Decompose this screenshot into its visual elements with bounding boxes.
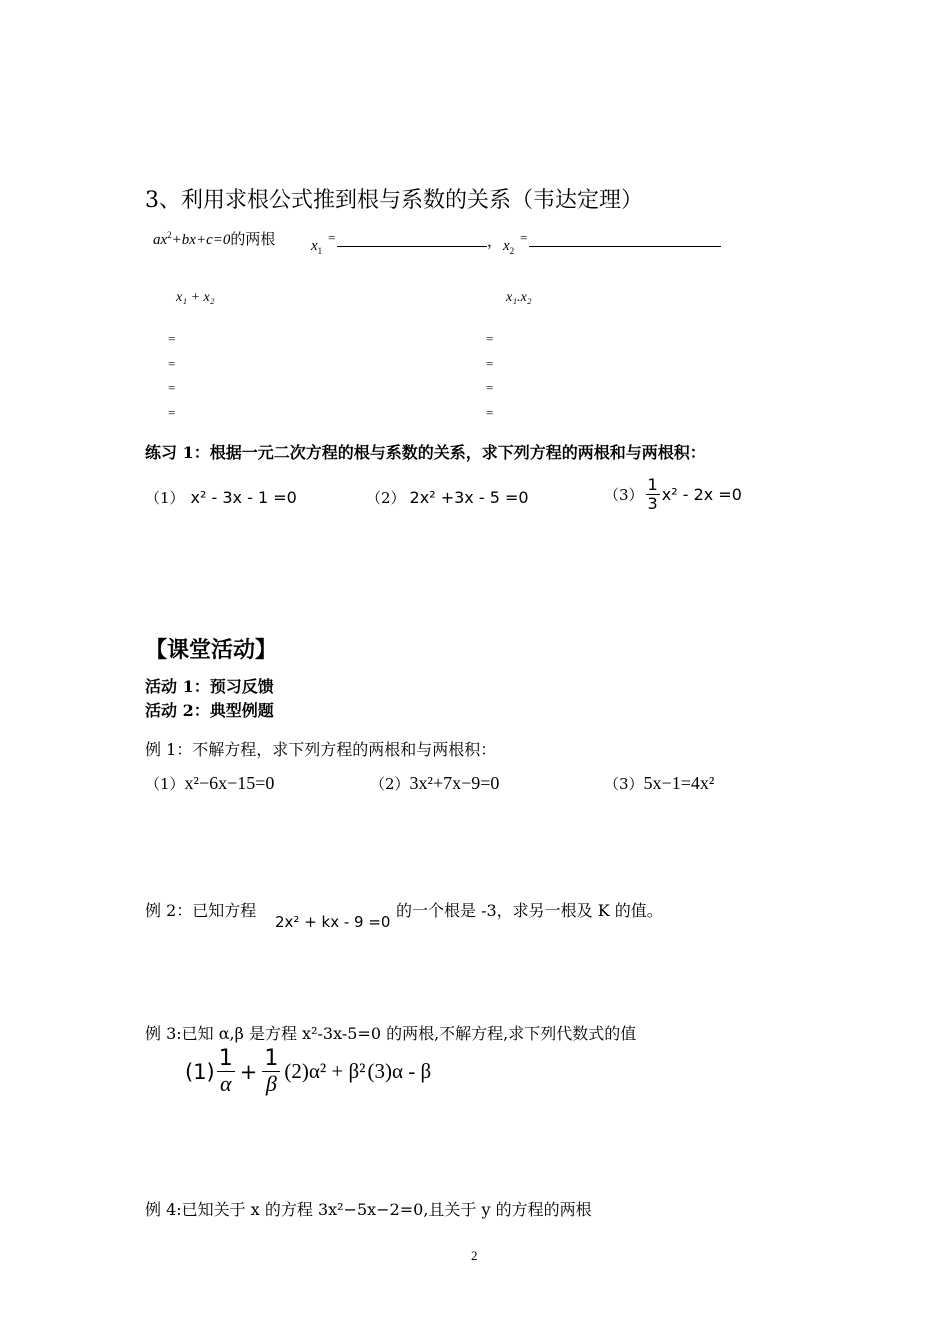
example-1-item-3: （3）5x−1=4x² xyxy=(604,773,715,793)
sum-derivation-steps: = = = = xyxy=(168,331,176,420)
example-1-item-1: （1）x²−6x−15=0 xyxy=(145,773,275,793)
exercise-1-item-1: （1） x² - 3x - 1 =0 xyxy=(145,488,297,507)
roots-definition-line: $ax^2+bx+c=0$的两根 xyxy=(153,230,276,248)
comma: ， xyxy=(487,232,503,250)
sum-of-roots-label: x₁ + x₂ xyxy=(176,290,215,305)
page-number: 2 xyxy=(471,1248,478,1263)
example-3-title: 例 3:已知 α,β 是方程 x²-3x-5=0 的两根,不解方程,求下列代数式的值 xyxy=(145,1024,637,1043)
section-heading: 3、利用求根公式推到根与系数的关系（韦达定理） xyxy=(145,188,643,213)
example-2-suffix: 的一个根是 -3，求另一根及 K 的值。 xyxy=(396,901,663,920)
fraction-one-third: $\frac{1}{3}$ xyxy=(647,475,658,513)
exercise-1-title: 练习 1：根据一元二次方程的根与系数的关系，求下列方程的两根和与两根积： xyxy=(145,443,706,462)
activity-2-label: 活动 2：典型例题 xyxy=(145,701,274,720)
activity-1-label: 活动 1：预习反馈 xyxy=(145,677,274,696)
x1-answer-blank[interactable] xyxy=(337,232,487,247)
example-1-title: 例 1：不解方程，求下列方程的两根和与两根积： xyxy=(145,740,497,759)
exercise-1-item-3: （3） $\frac{1}{3}$ x² - 2x =0 xyxy=(604,475,742,513)
classroom-activity-heading: 【课堂活动】 xyxy=(145,637,278,663)
example-2-prefix: 例 2：已知方程 xyxy=(145,901,257,920)
example-2-equation: 2x² + kx - 9 =0 xyxy=(275,913,391,931)
x2-equals: = xyxy=(520,230,528,245)
x2-answer-blank[interactable] xyxy=(529,232,721,247)
x2-symbol: $x_2$ xyxy=(503,238,515,256)
example-1-item-2: （2）3x²+7x−9=0 xyxy=(370,773,500,793)
example-3-expressions: (1) $\frac{1}{\alpha}$ + $\frac{1}{\beta}$ (2)α² + β² (3)α - β xyxy=(185,1046,432,1097)
x1-equals: = xyxy=(328,230,336,245)
product-of-roots-label: x₁.x₂ xyxy=(506,290,532,305)
example-4-title: 例 4:已知关于 x 的方程 3x²−5x−2=0,且关于 y 的方程的两根 xyxy=(145,1200,592,1219)
x1-symbol: $x_1$ xyxy=(311,238,323,256)
exercise-1-item-2: （2） 2x² +3x - 5 =0 xyxy=(366,488,529,507)
fraction-one-over-beta: $\frac{1}{\beta}$ xyxy=(264,1046,279,1097)
fraction-one-over-alpha: $\frac{1}{\alpha}$ xyxy=(218,1046,233,1097)
product-derivation-steps: = = = = xyxy=(486,331,494,420)
